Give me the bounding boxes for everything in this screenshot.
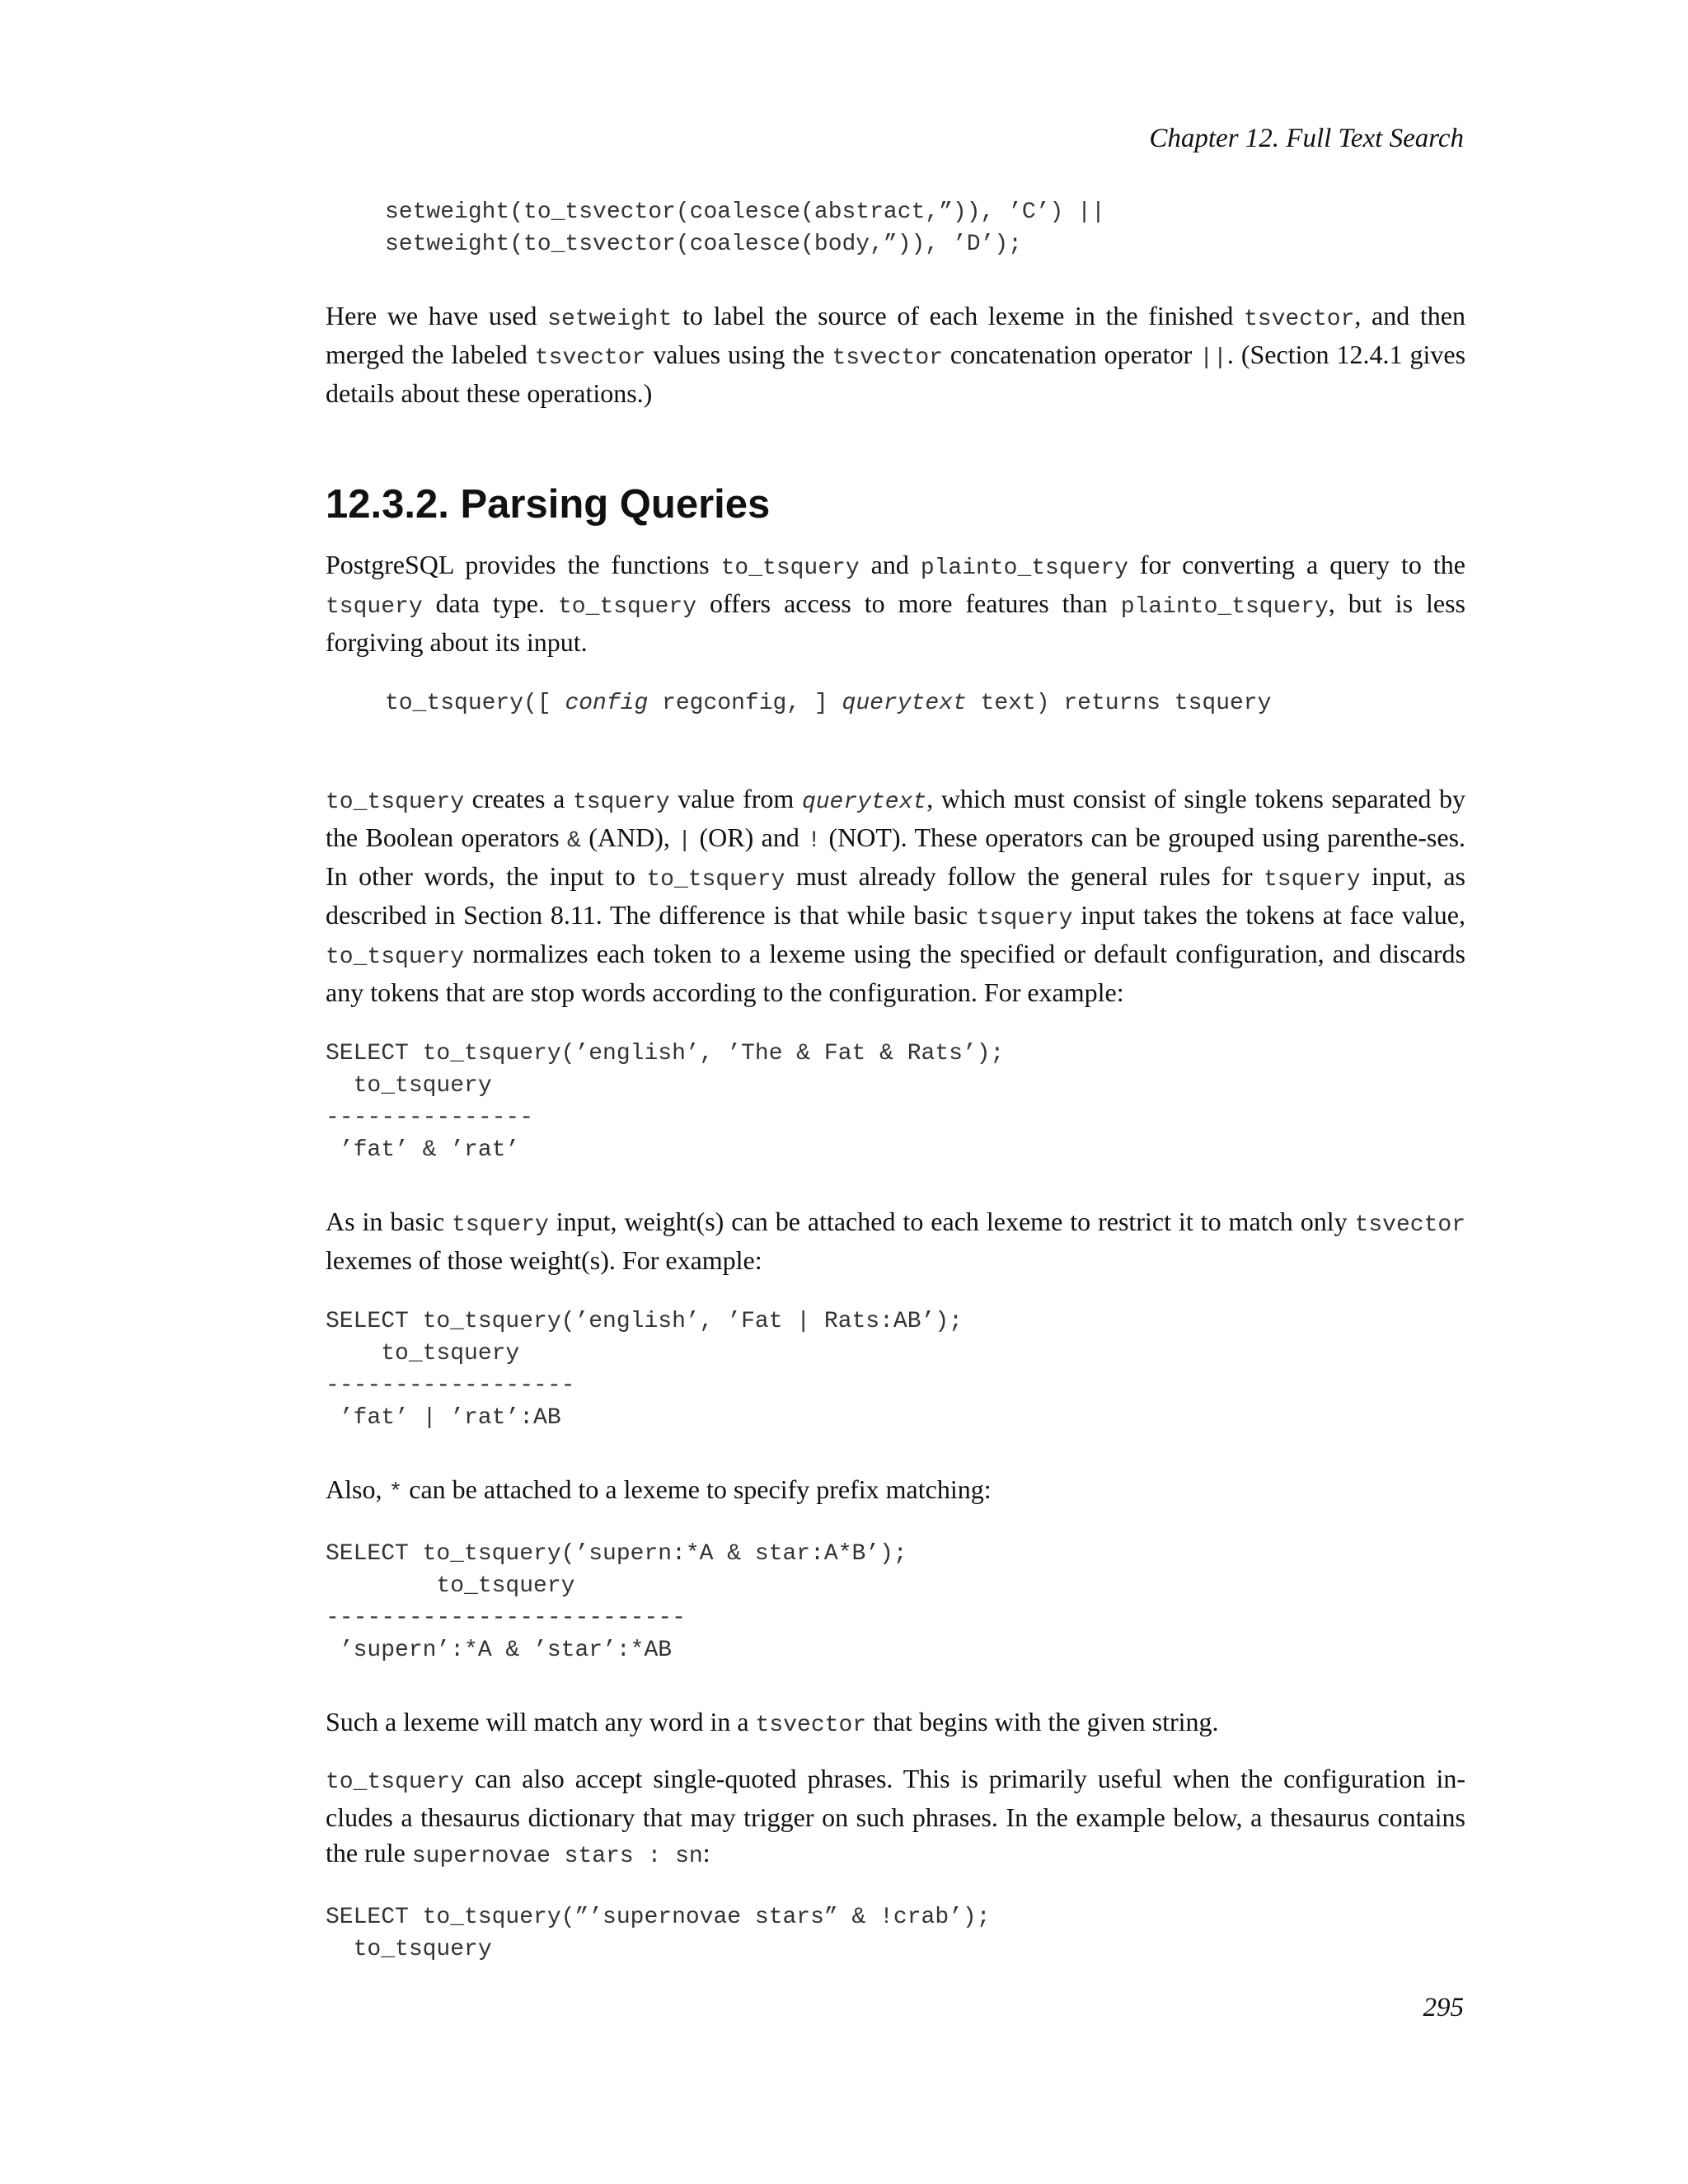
text: (NOT). These operators can be grouped using parenthe-ses. In other words, the input to [326,823,1466,891]
text: data type. [422,588,558,618]
text: : [702,1838,710,1868]
text: to label the source of each lexeme in the finished [672,301,1244,330]
code-to-tsquery: to_tsquery [326,1769,465,1795]
text: (AND), [580,823,678,852]
code-tsvector: tsvector [1243,307,1355,332]
code-tsvector: tsvector [534,345,646,371]
text: creates a [464,784,573,813]
text: lexemes of those weight(s). For example: [326,1245,762,1275]
code-to-tsquery: to_tsquery [646,867,785,893]
text: , but is less forgiving about its input. [326,588,1466,657]
code-tsquery: tsquery [572,790,670,815]
code-to-tsquery: to_tsquery [326,944,465,970]
text: input takes the tokens at face value, [1072,900,1465,930]
text: must already follow the general rules for [785,861,1264,891]
text: value from [669,784,802,813]
code-tsquery: tsquery [1263,867,1361,893]
paragraph-weights [326,1204,1465,1278]
code-and-operator: & [567,828,581,854]
synopsis-text: to_tsquery([ [385,691,565,716]
text: (OR) and [692,823,808,852]
text: PostgreSQL provides the functions [326,550,721,579]
code-not-operator: ! [807,828,822,854]
synopsis-param-querytext: querytext [842,691,967,716]
code-tsquery: tsquery [326,594,423,620]
paragraph-phrases [326,1761,1465,1874]
code-tsvector: tsvector [1354,1212,1465,1238]
page-content [326,196,1465,2004]
code-setweight: setweight [547,307,673,332]
code-example-prefix: SELECT to_tsquery(’supern:*A & star:A*B’); to_tsquery -------------------------- ’supern’:*A & ’star’:*AB [326,1541,907,1663]
text: . (Section 12.4.1 gives details about these operations.) [326,340,1466,408]
code-to-tsquery: to_tsquery [720,555,860,581]
function-synopsis [385,687,1465,719]
text: concatenation operator [942,340,1200,369]
text: Also, [326,1474,389,1504]
paragraph-prefix-result [326,1704,1465,1743]
code-tsvector: tsvector [832,345,943,371]
code-plainto-tsquery: plainto_tsquery [920,555,1128,581]
paragraph-prefix-matching [326,1472,1465,1511]
code-thesaurus-rule: supernovae stars : sn [411,1844,703,1869]
running-header: Chapter 12. Full Text Search [1149,124,1464,153]
text: Here we have used [326,301,548,330]
text: , which must consist of single tokens separated by the Boolean operators [326,784,1466,852]
text: for converting a query to the [1128,550,1466,579]
code-querytext: querytext [801,790,927,815]
code-concat-operator: || [1199,345,1227,371]
code-plainto-tsquery: plainto_tsquery [1120,594,1329,620]
code-example-weights: SELECT to_tsquery(’english’, ’Fat | Rats:AB’); to_tsquery ------------------ ’fat’ | ’rat’:AB [326,1309,963,1431]
page-number: 295 [1423,1993,1464,2022]
code-tsquery: tsquery [452,1212,549,1238]
code-or-operator: | [678,828,692,854]
text: and [859,550,921,579]
text: input, as described in Section 8.11. The difference is that while basic [326,861,1466,930]
text: can also accept single-quoted phrases. This is primarily useful when the configuration in-cludes a thesaurus dictionary that may trigger on such phrases. In the example below, a thesaurus contains the rule [326,1764,1465,1868]
code-asterisk: * [388,1480,403,1506]
text: can be attached to a lexeme to specify prefix matching: [402,1474,992,1504]
paragraph-parsing-intro [326,547,1465,660]
text: As in basic [326,1207,452,1236]
synopsis-text: text) returns tsquery [966,691,1272,716]
code-tsquery: tsquery [975,906,1073,931]
text: Such a lexeme will match any word in a [326,1707,756,1736]
paragraph-to-tsquery-details [326,781,1465,1010]
code-to-tsquery: to_tsquery [326,790,465,815]
text: normalizes each token to a lexeme using the specified or default configuration, and discards any tokens that are stop words according to the configuration. For example: [326,939,1465,1007]
text: input, weight(s) can be attached to each lexeme to restrict it to match only [548,1207,1355,1236]
text: that begins with the given string. [866,1707,1219,1736]
code-to-tsquery: to_tsquery [558,594,697,620]
paragraph-setweight-explanation [326,298,1465,411]
text: offers access to more features than [696,588,1121,618]
section-title: 12.3.2. Parsing Queries [326,482,771,527]
code-example-basic: SELECT to_tsquery(’english’, ’The & Fat & Rats’); to_tsquery --------------- ’fat’ & ’rat’ [326,1041,1005,1163]
text: values using the [645,340,832,369]
synopsis-text: regconfig, ] [648,691,842,716]
synopsis-param-config: config [565,691,649,716]
text: , and then merged the labeled [326,301,1466,369]
code-block-setweight: setweight(to_tsvector(coalesce(abstract,”)), ’C’) || setweight(to_tsvector(coalesce(body,”)), ’D’); [385,199,1105,257]
code-tsvector: tsvector [755,1713,867,1738]
code-example-phrase: SELECT to_tsquery(”’supernovae stars” & !crab’); to_tsquery [326,1905,991,1962]
